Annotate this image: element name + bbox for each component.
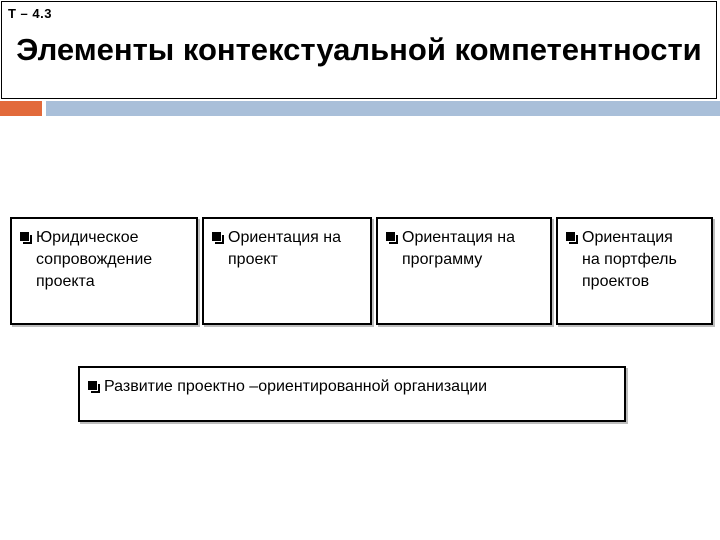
accent-bar-blue	[46, 101, 720, 116]
card-program-orientation	[376, 217, 552, 325]
square-bullet-icon	[88, 381, 100, 393]
slide-code: Т – 4.3	[8, 6, 52, 21]
card-text: Ориентация на проект	[228, 229, 342, 268]
card-organization-development	[78, 366, 626, 422]
square-bullet-icon	[386, 232, 398, 244]
card-text: Юридическое сопровождение проекта	[36, 229, 153, 290]
card-text: Ориентация на программу	[402, 229, 516, 268]
square-bullet-icon	[566, 232, 578, 244]
square-bullet-icon	[20, 232, 32, 244]
card-text: Развитие проектно –ориентированной организации	[104, 378, 488, 395]
title-box	[1, 1, 717, 99]
card-legal-support	[10, 217, 198, 325]
card-project-orientation	[202, 217, 372, 325]
accent-bar-orange	[0, 101, 42, 116]
square-bullet-icon	[212, 232, 224, 244]
card-portfolio-orientation	[556, 217, 713, 325]
card-text: Ориентация на портфель проектов	[582, 229, 677, 290]
slide-title: Элементы контекстуальной компетентности	[16, 32, 702, 67]
